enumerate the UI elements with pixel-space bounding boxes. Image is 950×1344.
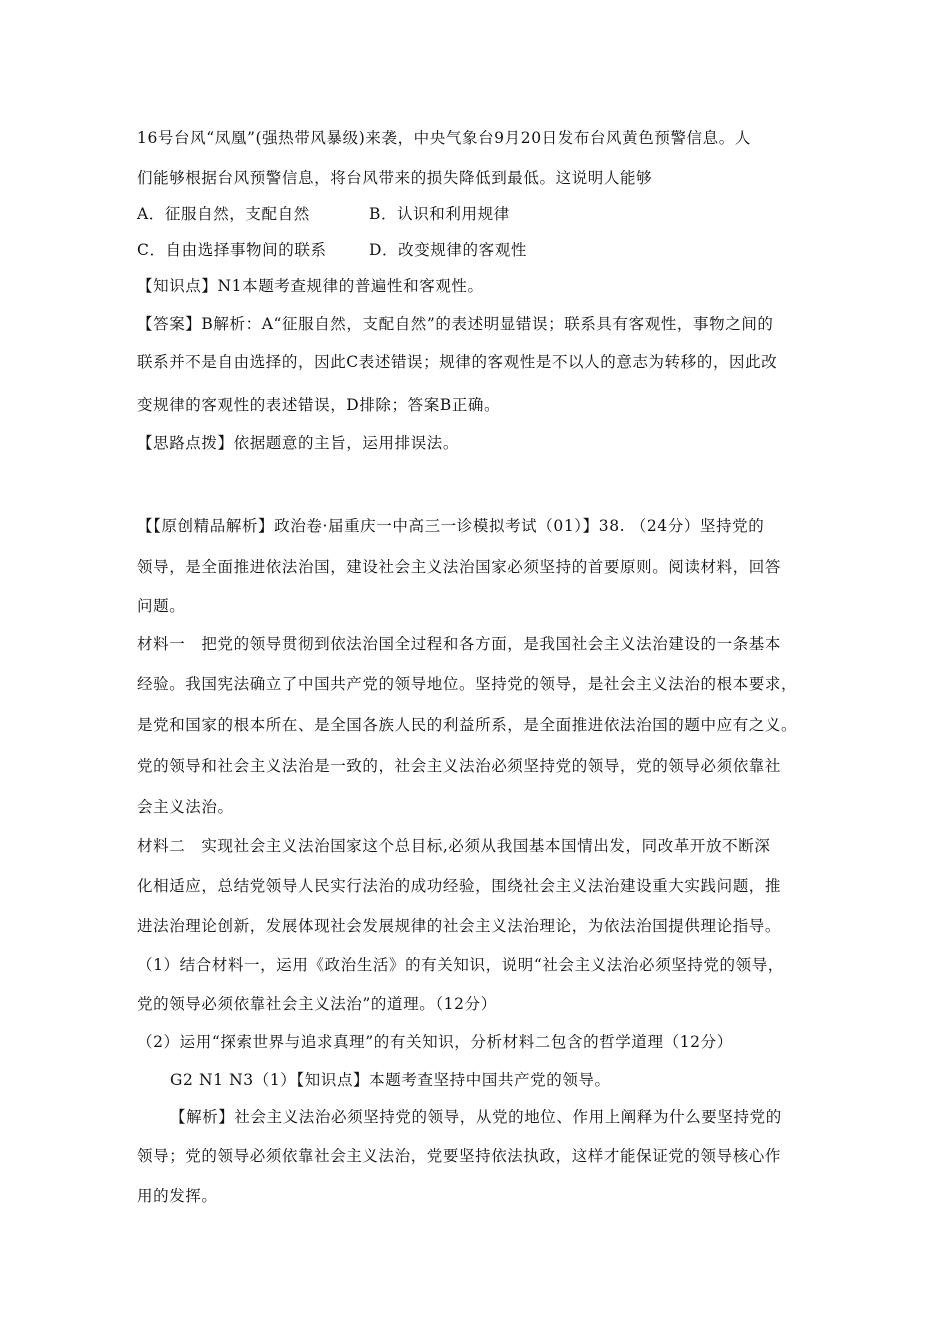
q1-answer-line: 联系并不是自由选择的，因此C表述错误；规律的客观性是不以人的意志为转移的，因此改 [137,353,778,371]
material1-line: 材料一 把党的领导贯彻到依法治国全过程和各方面，是我国社会主义法治建设的一条基本 [137,635,782,653]
q2-analysis-line: 用的发挥。 [137,1187,218,1205]
q1-knowledge-point: 【知识点】N1本题考查规律的普遍性和客观性。 [137,277,484,295]
material1-line: 党的领导和社会主义法治是一致的，社会主义法治必须坚持党的领导，党的领导必须依靠社 [137,757,782,775]
material1-line: 是党和国家的根本所在、是全国各族人民的利益所系，是全面推进依法治国的题中应有之义。 [137,716,798,734]
material1-line: 会主义法治。 [137,798,234,816]
material2-line: 化相适应，总结党领导人民实行法治的成功经验，围绕社会主义法治建设重大实践问题，推 [137,877,782,895]
material2-line: 材料二 实现社会主义法治国家这个总目标,必须从我国基本国情出发，同改革开放不断深 [137,837,771,855]
material1-line: 经验。我国宪法确立了中国共产党的领导地位。坚持党的领导，是社会主义法治的根本要求， [137,675,798,693]
option-c: C．自由选择事物间的联系 [137,241,327,259]
q1-answer-line: 变规律的客观性的表述错误，D排除；答案B正确。 [137,396,501,414]
q1-stem-line: 们能够根据台风预警信息，将台风带来的损失降低到最低。这说明人能够 [137,169,653,187]
option-a: A．征服自然，支配自然 [137,205,310,223]
q1-stem-line: 16号台风“凤凰”(强热带风暴级)来袭，中央气象台9月20日发布台风黄色预警信息。人 [137,129,751,147]
sub-question-1-line: 党的领导必须依靠社会主义法治”的道理。（12分） [137,995,497,1013]
sub-question-2-line: （2）运用“探索世界与追求真理”的有关知识，分析材料二包含的哲学道理（12分） [137,1033,733,1051]
q1-answer-line: 【答案】B解析：A“征服自然，支配自然”的表述明显错误；联系具有客观性，事物之间的 [137,315,774,333]
option-b: B．认识和利用规律 [369,205,510,223]
q2-analysis-line: 【解析】社会主义法治必须坚持党的领导，从党的地位、作用上阐释为什么要坚持党的 [170,1108,782,1126]
q2-knowledge-point: G2 N1 N3（1）【知识点】本题考查坚持中国共产党的领导。 [170,1071,611,1089]
option-d: D．改变规律的客观性 [369,241,527,259]
q1-hint: 【思路点拨】依据题意的主旨，运用排误法。 [137,434,460,452]
q2-header-line: 问题。 [137,597,186,615]
sub-question-1-line: （1）结合材料一，运用《政治生活》的有关知识，说明“社会主义法治必须坚持党的领导， [137,956,784,974]
q2-analysis-line: 领导；党的领导必须依靠社会主义法治，党要坚持依法执政，这样才能保证党的领导核心作 [137,1147,782,1165]
q2-header-line: 【【原创精品解析】政治卷·届重庆一中高三一诊模拟考试（01）】38. （24分）坚持党的 [137,517,765,535]
material2-line: 进法治理论创新，发展体现社会发展规律的社会主义法治理论，为依法治国提供理论指导。 [137,917,782,935]
q2-header-line: 领导，是全面推进依法治国，建设社会主义法治国家必须坚持的首要原则。阅读材料，回答 [137,558,782,576]
